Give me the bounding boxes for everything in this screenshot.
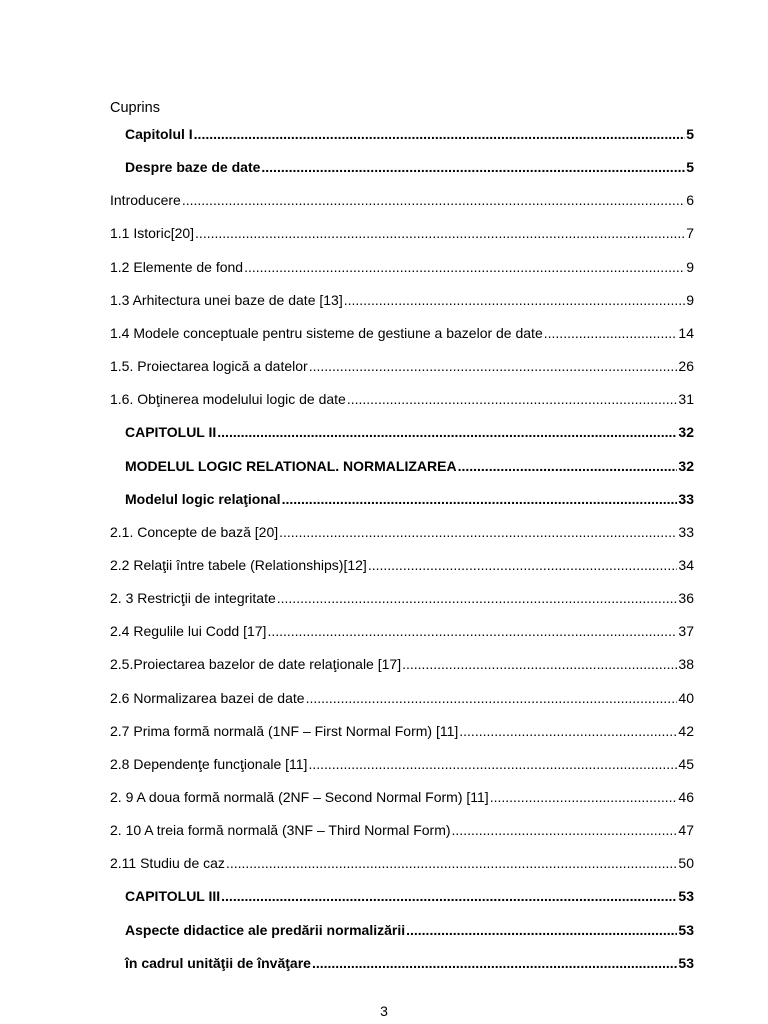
- toc-entry-page: 6: [686, 192, 694, 208]
- toc-entry[interactable]: [110, 555, 694, 575]
- toc-entry-title: 1.2 Elemente de fond: [110, 259, 244, 275]
- toc-entry-title: Capitolul I: [125, 126, 193, 142]
- toc-dot-leader: [267, 621, 677, 641]
- toc-dot-leader: [308, 754, 677, 774]
- toc-entry-page: 37: [678, 623, 694, 639]
- toc-entry-title: în cadrul unităţii de învăţare: [125, 955, 311, 971]
- toc-dot-leader: [544, 323, 678, 343]
- toc-entry-page: 5: [686, 126, 694, 142]
- toc-entry-page: 31: [678, 391, 694, 407]
- toc-entry-page: 32: [678, 424, 694, 440]
- toc-entry[interactable]: [110, 356, 694, 376]
- toc-entry-page: 46: [678, 789, 694, 805]
- toc-entry[interactable]: [110, 522, 694, 542]
- toc-entry-title: 2. 9 A doua formă normală (2NF – Second Normal Form) [11]: [110, 789, 489, 805]
- toc-entry-title: 2.2 Relaţii între tabele (Relationships)[12]: [110, 557, 367, 573]
- toc-entry[interactable]: [110, 820, 694, 840]
- toc-entry-page: 53: [678, 922, 694, 938]
- toc-entry-title: Aspecte didactice ale predării normalizării: [125, 922, 406, 938]
- toc-entry[interactable]: [110, 290, 694, 310]
- toc-entry-title: 1.5. Proiectarea logică a datelor: [110, 358, 308, 374]
- toc-dot-leader: [282, 489, 678, 509]
- toc-entry-page: 33: [678, 491, 694, 507]
- toc-entry-title: MODELUL LOGIC RELATIONAL. NORMALIZAREA: [125, 458, 457, 474]
- toc-entry[interactable]: [110, 721, 694, 741]
- toc-entry-title: CAPITOLUL II: [125, 424, 217, 440]
- toc-entry-page: 38: [678, 656, 694, 672]
- toc-entry[interactable]: [110, 853, 694, 873]
- toc-dot-leader: [195, 223, 685, 243]
- toc-entry-title: 1.6. Obţinerea modelului logic de date: [110, 391, 346, 407]
- toc-entry[interactable]: [125, 124, 694, 144]
- toc-dot-leader: [344, 290, 685, 310]
- toc-entry-title: Despre baze de date: [125, 159, 261, 175]
- toc-dot-leader: [459, 721, 677, 741]
- toc-dot-leader: [277, 588, 678, 608]
- toc-entry[interactable]: [110, 621, 694, 641]
- toc-entry-title: 2.4 Regulile lui Codd [17]: [110, 623, 267, 639]
- toc-dot-leader: [452, 820, 678, 840]
- toc-entry[interactable]: [125, 456, 694, 476]
- toc-dot-leader: [221, 886, 677, 906]
- page-number: 3: [380, 1003, 388, 1019]
- toc-entry-title: 2.5.Proiectarea bazelor de date relaţionale [17]: [110, 656, 402, 672]
- toc-entry[interactable]: [110, 787, 694, 807]
- toc-entry-page: 5: [686, 159, 694, 175]
- toc-entry-title: 2.6 Normalizarea bazei de date: [110, 690, 305, 706]
- toc-entry[interactable]: [110, 588, 694, 608]
- toc-dot-leader: [261, 157, 685, 177]
- toc-entry[interactable]: [110, 754, 694, 774]
- toc-entry-page: 53: [678, 955, 694, 971]
- toc-entry-page: 9: [686, 292, 694, 308]
- toc-entry-title: 2.1. Concepte de bază [20]: [110, 524, 279, 540]
- toc-entry[interactable]: [110, 257, 694, 277]
- toc-entry[interactable]: [110, 190, 694, 210]
- toc-entry-title: 1.1 Istoric[20]: [110, 225, 195, 241]
- toc-entry[interactable]: [110, 223, 694, 243]
- toc-dot-leader: [279, 522, 677, 542]
- toc-entry[interactable]: [125, 886, 694, 906]
- toc-dot-leader: [309, 356, 678, 376]
- toc-entry[interactable]: [110, 688, 694, 708]
- toc-dot-leader: [306, 688, 678, 708]
- toc-dot-leader: [217, 422, 677, 442]
- toc-entry[interactable]: [125, 489, 694, 509]
- toc-dot-leader: [182, 190, 685, 210]
- toc-entry-title: 1.3 Arhitectura unei baze de date [13]: [110, 292, 343, 308]
- toc-dot-leader: [368, 555, 678, 575]
- toc-entry-title: 2.7 Prima formă normală (1NF – First Normal Form) [11]: [110, 723, 459, 739]
- toc-entry-page: 33: [678, 524, 694, 540]
- toc-entry-title: 1.4 Modele conceptuale pentru sisteme de gestiune a bazelor de date: [110, 325, 543, 341]
- toc-entry-title: Modelul logic relaţional: [125, 491, 281, 507]
- toc-dot-leader: [402, 654, 677, 674]
- toc-entry-page: 45: [678, 756, 694, 772]
- toc-heading: Cuprins: [110, 100, 160, 116]
- toc-dot-leader: [244, 257, 685, 277]
- toc-entry-page: 32: [678, 458, 694, 474]
- toc-entry-page: 14: [678, 325, 694, 341]
- toc-entry-title: CAPITOLUL III: [125, 888, 221, 904]
- toc-entry-title: Introducere: [110, 192, 181, 208]
- toc-entry-page: 47: [678, 822, 694, 838]
- toc-entry-page: 40: [678, 690, 694, 706]
- toc-entry-title: 2.11 Studiu de caz: [110, 855, 225, 871]
- toc-entry[interactable]: [110, 323, 694, 343]
- toc-entry-page: 26: [678, 358, 694, 374]
- toc-entry[interactable]: [125, 953, 694, 973]
- toc-entry-page: 42: [678, 723, 694, 739]
- toc-dot-leader: [458, 456, 678, 476]
- toc-dot-leader: [226, 853, 677, 873]
- toc-entry-title: 2. 10 A treia formă normală (3NF – Third Normal Form): [110, 822, 451, 838]
- toc-entry-page: 9: [686, 259, 694, 275]
- toc-entry-page: 53: [678, 888, 694, 904]
- toc-entry[interactable]: [125, 157, 694, 177]
- toc-entry[interactable]: [125, 422, 694, 442]
- toc-entry[interactable]: [110, 654, 694, 674]
- toc-dot-leader: [194, 124, 686, 144]
- toc-dot-leader: [406, 920, 677, 940]
- toc-entry-title: 2.8 Dependenţe funcţionale [11]: [110, 756, 308, 772]
- toc-dot-leader: [347, 389, 678, 409]
- toc-entry[interactable]: [125, 920, 694, 940]
- toc-entry-page: 36: [678, 590, 694, 606]
- toc-entry[interactable]: [110, 389, 694, 409]
- toc-entry-title: 2. 3 Restricţii de integritate: [110, 590, 276, 606]
- toc-entry-page: 7: [686, 225, 694, 241]
- toc-dot-leader: [312, 953, 677, 973]
- toc-entry-page: 34: [678, 557, 694, 573]
- toc-entry-page: 50: [678, 855, 694, 871]
- toc-dot-leader: [490, 787, 678, 807]
